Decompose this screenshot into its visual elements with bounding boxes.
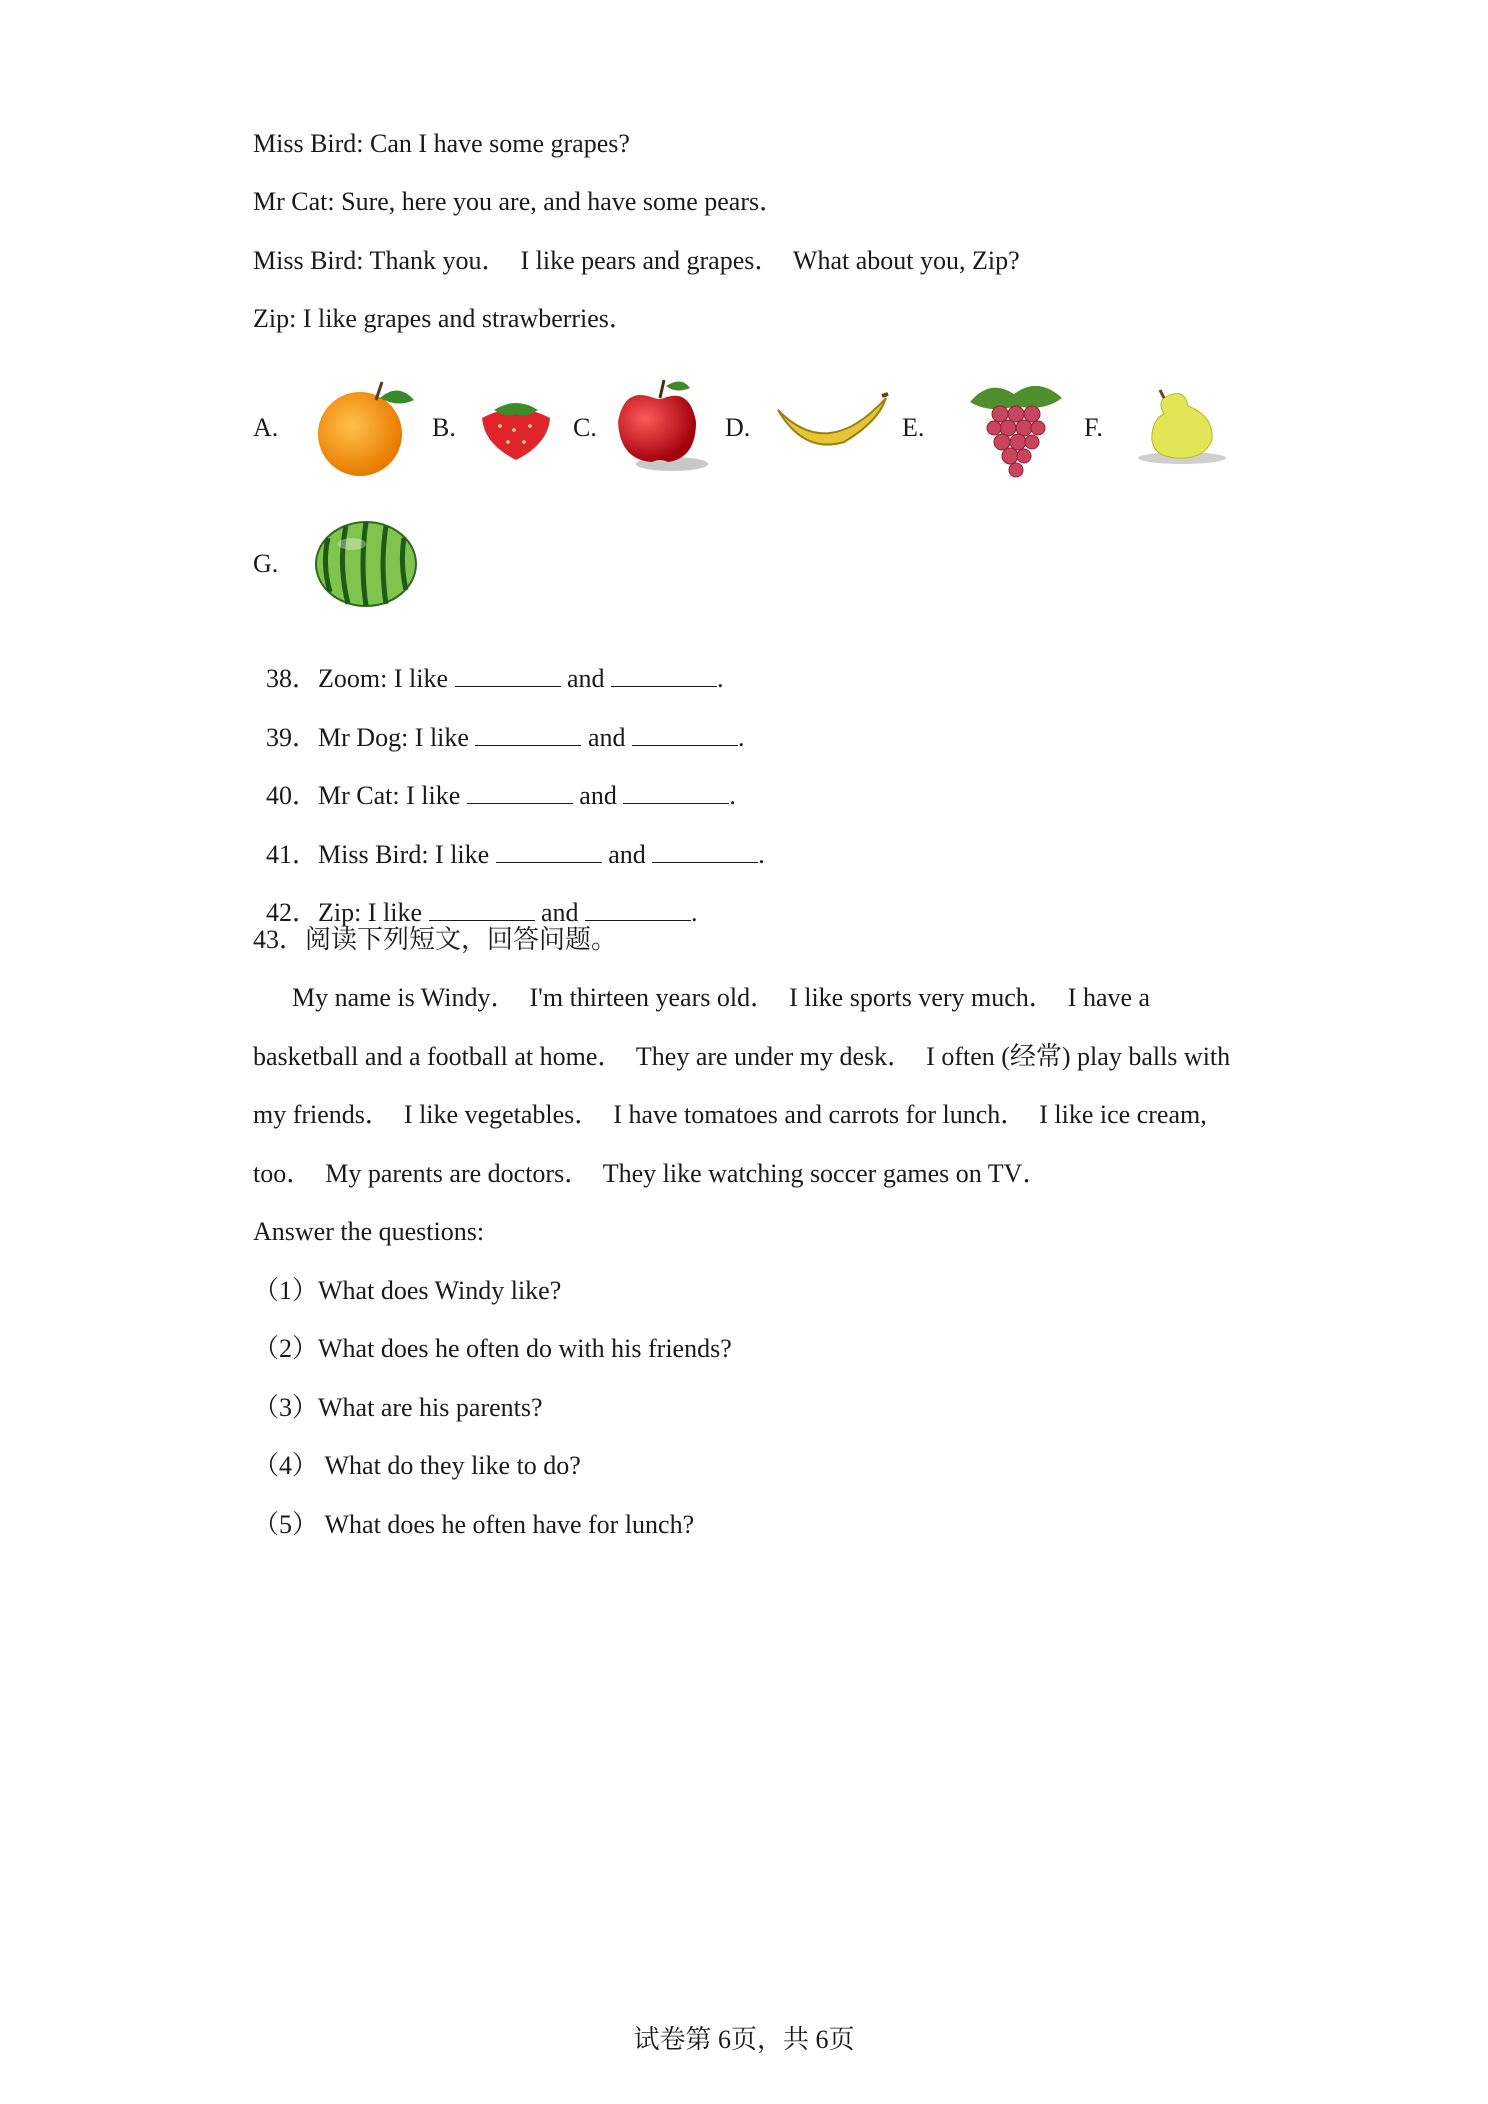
answer-blank[interactable] [652, 840, 758, 863]
question-end: . [729, 781, 736, 810]
sub-question-text: What does Windy like? [318, 1276, 562, 1305]
answer-blank[interactable] [623, 781, 729, 804]
question-prefix: Miss Bird: I like [318, 840, 496, 869]
question-end: . [717, 664, 724, 693]
grapes-icon [960, 372, 1072, 484]
question-mid: and [572, 781, 624, 810]
sub-question-2 [253, 1333, 732, 1365]
sub-question-text: What do they like to do? [318, 1451, 581, 1480]
answer-blank[interactable] [475, 723, 581, 746]
sub-question-number: （2） [253, 1334, 319, 1363]
question-number: 42． [266, 898, 319, 927]
dialogue-line-3: Miss Bird: Thank you． I like pears and grapes． What about you, Zip? [253, 246, 1020, 275]
question-prefix: Mr Cat: I like [318, 781, 467, 810]
dialogue-line-4: Zip: I like grapes and strawberries． [253, 304, 635, 333]
option-g-label: G. [253, 549, 279, 578]
sub-question-text: What does he often do with his friends? [318, 1334, 732, 1363]
sub-question-number: （3） [253, 1393, 319, 1422]
dialogue-line-1: Miss Bird: Can I have some grapes? [253, 129, 630, 158]
question-end: . [691, 898, 698, 927]
answer-blank[interactable] [429, 898, 535, 921]
question-mid: and [560, 664, 612, 693]
orange-icon [310, 376, 420, 480]
sub-question-4 [253, 1450, 581, 1482]
question-39 [253, 690, 744, 754]
question-38 [253, 631, 724, 695]
watermelon-icon [308, 514, 420, 610]
answer-blank[interactable] [632, 723, 738, 746]
banana-icon [774, 392, 890, 458]
strawberry-icon [474, 392, 558, 464]
dialogue-line-2: Mr Cat: Sure, here you are, and have some pears． [253, 187, 786, 216]
question-mid: and [534, 898, 586, 927]
question-mid: and [601, 840, 653, 869]
answer-heading: Answer the questions: [253, 1217, 485, 1246]
passage-line-4: too． My parents are doctors． They like watching soccer games on TV． [253, 1159, 1049, 1188]
sub-question-text: What are his parents? [318, 1393, 543, 1422]
option-f-label: F. [1084, 413, 1103, 442]
passage-line-1: My name is Windy． I'm thirteen years old． I like sports very much． I have a [253, 983, 1151, 1012]
question-40 [253, 748, 736, 812]
question-prefix: Zip: I like [318, 898, 429, 927]
apple-icon [612, 376, 712, 476]
sub-question-number: （5） [253, 1510, 319, 1539]
question-end: . [737, 723, 745, 752]
question-end: . [758, 840, 765, 869]
answer-blank[interactable] [455, 664, 561, 687]
option-c-label: C. [573, 413, 597, 442]
question-number: 39． [266, 723, 319, 752]
question-number: 38． [266, 664, 319, 693]
sub-question-5 [253, 1509, 694, 1541]
answer-blank[interactable] [611, 664, 717, 687]
sub-question-1 [253, 1275, 561, 1307]
answer-blank[interactable] [585, 898, 691, 921]
page-footer: 试卷第 6页，共 6页 [633, 2025, 855, 2054]
option-d-label: D. [725, 413, 751, 442]
question-prefix: Zoom: I like [318, 664, 455, 693]
pear-icon [1134, 386, 1230, 466]
option-a-label: A. [253, 413, 279, 442]
sub-question-3 [253, 1392, 543, 1424]
answer-blank[interactable] [467, 781, 573, 804]
sub-question-number: （4） [253, 1451, 319, 1480]
option-e-label: E. [902, 413, 925, 442]
question-number: 41． [266, 840, 319, 869]
option-b-label: B. [432, 413, 456, 442]
sub-question-number: （1） [253, 1276, 319, 1305]
question-41 [253, 807, 765, 871]
question-number: 40． [266, 781, 319, 810]
question-42 [253, 865, 698, 929]
answer-blank[interactable] [496, 840, 602, 863]
question-mid: and [581, 723, 632, 752]
question-43-title: 43．阅读下列短文，回答问题。 [253, 925, 618, 954]
sub-question-text: What does he often have for lunch? [318, 1510, 695, 1539]
passage-line-3: my friends． I like vegetables． I have tomatoes and carrots for lunch． I like ice cream, [253, 1100, 1207, 1129]
question-prefix: Mr Dog: I like [318, 723, 476, 752]
passage-line-2: basketball and a football at home． They are under my desk． I often (经常) play balls with [253, 1042, 1231, 1071]
